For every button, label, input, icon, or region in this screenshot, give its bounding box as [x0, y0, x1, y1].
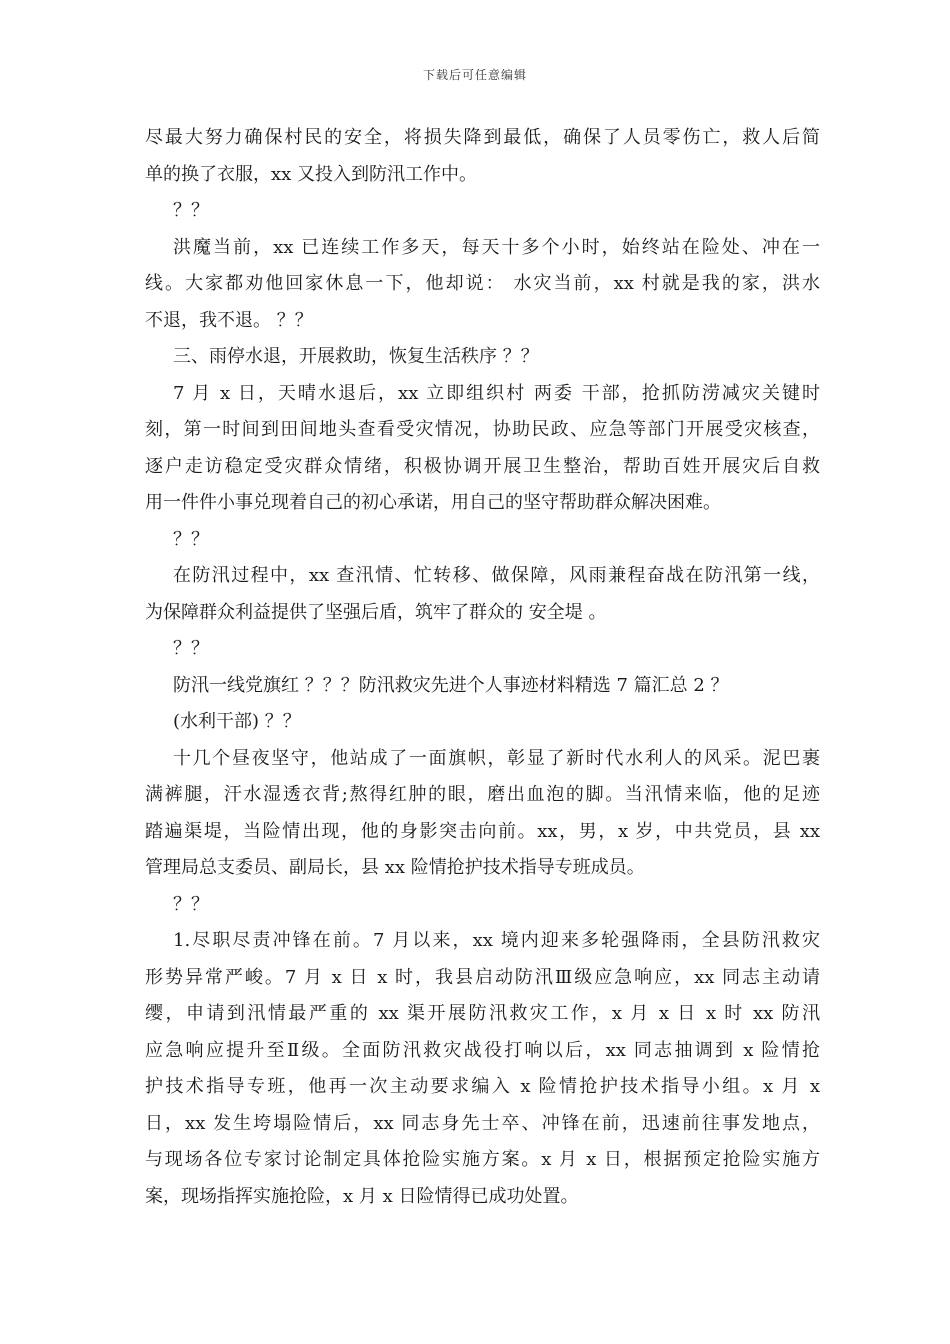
text-line: 洪魔当前，xx 已连续工作多天，每天十多个小时，始终站在险处、冲在一	[173, 236, 820, 258]
page-header: 下载后可任意编辑	[422, 68, 527, 82]
text-line: 日，xx 发生垮塌险情后，xx 同志身先士卒、冲锋在前，迅速前往事发地点，	[145, 1112, 820, 1134]
text-line: 逐户走访稳定受灾群众情绪，积极协调开展卫生整治，帮助百姓开展灾后自救	[145, 455, 820, 477]
text-line: ？？	[173, 528, 209, 550]
text-line: 不退，我不退。 ？？	[145, 309, 313, 331]
text-line: 尽最大努力确保村民的安全，将损失降到最低，确保了人员零伤亡，救人后简	[145, 127, 820, 148]
text-line: 1.尽职尽责冲锋在前。7 月以来，xx 境内迎来多轮强降雨，全县防汛救灾	[173, 930, 820, 951]
text-line: ？？	[173, 893, 209, 915]
text-line: 7 月 x 日，天晴水退后，xx 立即组织村 两委 干部，抢抓防涝减灾关键时	[173, 382, 820, 404]
text-line: (水利干部) ？？	[173, 711, 301, 732]
text-line: 三、雨停水退，开展救助，恢复生活秩序 ？？	[173, 346, 539, 367]
text-line: 用一件件小事兑现着自己的初心承诺，用自己的坚守帮助群众解决困难。	[145, 492, 721, 513]
text-line: ？？	[173, 200, 209, 221]
text-line: 为保障群众利益提供了坚强后盾，筑牢了群众的 安全堤 。	[145, 601, 607, 623]
text-line: 护技术指导专班，他再一次主动要求编入 x 险情抢护技术指导小组。x 月 x	[145, 1076, 820, 1097]
text-line: 管理局总支委员、副局长，县 xx 险情抢护技术指导专班成员。	[145, 857, 645, 878]
text-line: 应急响应提升至Ⅱ级。全面防汛救灾战役打响以后，xx 同志抽调到 x 险情抢	[145, 1039, 820, 1061]
text-line: 踏遍渠堤，当险情出现，他的身影突击向前。xx，男，x 岁，中共党员，县 xx	[145, 820, 820, 842]
document-body	[145, 120, 820, 1215]
text-line: 防汛一线党旗红 ？？？防汛救灾先进个人事迹材料精选 7 篇汇总 2 ？	[173, 674, 729, 696]
text-line: 满裤腿，汗水湿透衣背;熬得红肿的眼，磨出血泡的脚。当汛情来临，他的足迹	[145, 784, 820, 805]
text-line: 线。大家都劝他回家休息一下，他却说： 水灾当前，xx 村就是我的家，洪水	[145, 273, 820, 294]
text-line: 缨，申请到汛情最严重的 xx 渠开展防汛救灾工作，x 月 x 日 x 时 xx 防汛	[145, 1003, 820, 1024]
text-line: 单的换了衣服，xx 又投入到防汛工作中。	[145, 163, 478, 185]
text-line: ？？	[173, 638, 209, 659]
text-line: 案，现场指挥实施抢险，x 月 x 日险情得已成功处置。	[145, 1185, 579, 1207]
text-line: 形势异常严峻。7 月 x 日 x 时，我县启动防汛Ⅲ级应急响应，xx 同志主动请	[145, 966, 820, 988]
text-line: 与现场各位专家讨论制定具体抢险实施方案。x 月 x 日，根据预定抢险实施方	[145, 1149, 820, 1170]
text-line: 刻，第一时间到田间地头查看受灾情况，协助民政、应急等部门开展受灾核查，	[145, 419, 820, 440]
text-line: 十几个昼夜坚守，他站成了一面旗帜，彰显了新时代水利人的风采。泥巴裹	[173, 747, 820, 769]
text-line: 在防汛过程中，xx 查汛情、忙转移、做保障，风雨兼程奋战在防汛第一线，	[173, 565, 820, 586]
